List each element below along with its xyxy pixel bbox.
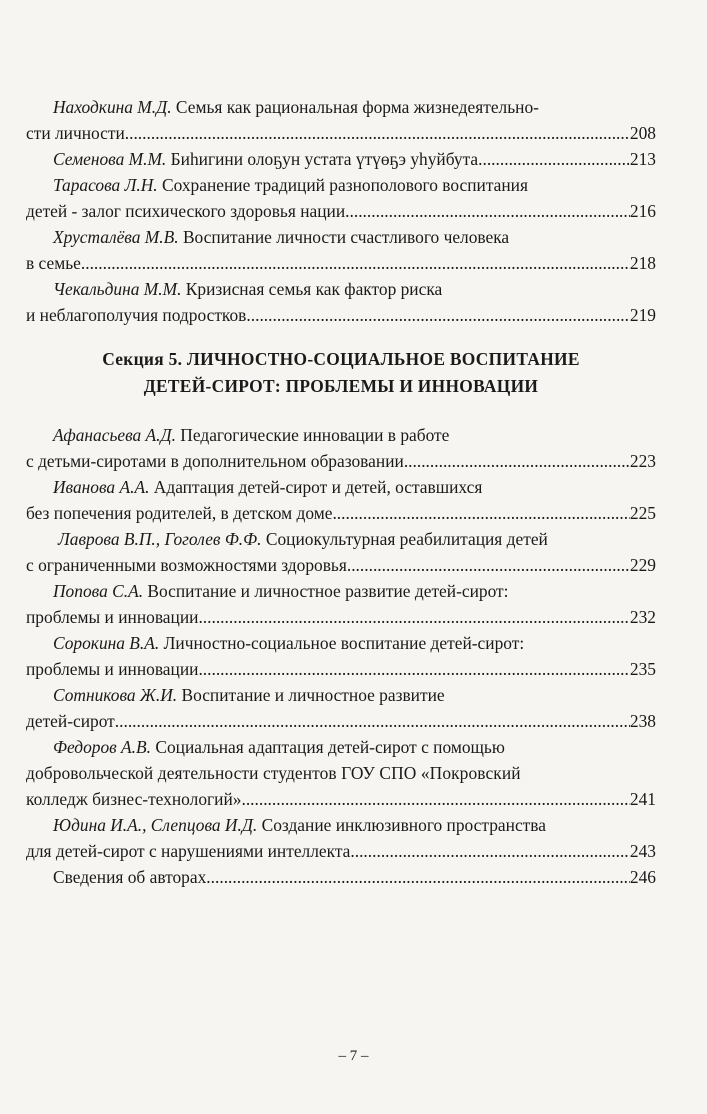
entry-title-cont: и неблагополучия подростков [26,305,247,325]
entry-title: Воспитание и личностное развитие детей-сирот: [147,581,509,601]
entry-page: 218 [629,253,656,273]
entry-page: 213 [629,149,656,169]
entry-author: Тарасова Л.Н. [53,175,158,195]
toc-entry [26,474,656,526]
entry-title-cont: для детей-сирот с нарушениями интеллекта [26,841,351,861]
dot-leader [206,864,630,890]
toc-entry [26,224,656,276]
entry-title-cont: детей-сирот [26,711,115,731]
entry-title-line-2: добровольческой деятельности студентов ГОУ СПО «Покровский [26,763,521,783]
dot-leader [241,786,629,812]
entry-page: 241 [629,789,656,809]
toc-bottom [26,422,656,890]
entry-page: 235 [629,659,656,679]
dot-leader [115,708,630,734]
entry-title: Семья как рациональная форма жизнедеятельно- [175,97,539,117]
entry-title: Сведения об авторах [53,867,207,887]
toc-entry [26,734,656,812]
entry-author: Попова С.А. [53,581,144,601]
toc-entry [26,630,656,682]
entry-title: Личностно-социальное воспитание детей-сирот: [163,633,525,653]
entry-author: Чекальдина М.М. [53,279,182,299]
entry-author: Юдина И.А., Слепцова И.Д. [53,815,258,835]
entry-author: Афанасьева А.Д. [53,425,176,445]
entry-title: Воспитание и личностное развитие [181,685,445,705]
entry-page: 208 [629,123,656,143]
dot-leader [246,302,630,328]
dot-leader [125,120,630,146]
entry-title: Социальная адаптация детей-сирот с помощью [155,737,505,757]
entry-author: Федоров А.В. [53,737,151,757]
entry-author: Семенова М.М. [53,149,167,169]
entry-title-cont: детей - залог психического здоровья нации [26,201,346,221]
entry-page: 219 [629,305,656,325]
entry-page: 225 [629,503,656,523]
entry-page: 223 [629,451,656,471]
entry-title: Адаптация детей-сирот и детей, оставшихся [153,477,483,497]
dot-leader [478,146,630,172]
dot-leader [198,656,629,682]
entry-author: Сорокина В.А. [53,633,160,653]
dot-leader [332,500,629,526]
dot-leader [350,838,630,864]
toc-entry [26,172,656,224]
section-heading-line-2: ДЕТЕЙ-СИРОТ: ПРОБЛЕМЫ И ИННОВАЦИИ [143,376,539,396]
entry-page: 216 [629,201,656,221]
section-heading [26,346,656,400]
page-number: – 7 – [338,1048,369,1064]
toc-entry [26,422,656,474]
dot-leader [198,604,629,630]
entry-page: 246 [629,867,656,887]
entry-title: Создание инклюзивного пространства [261,815,546,835]
entry-page: 243 [629,841,656,861]
entry-author: Хрусталёва М.В. [53,227,179,247]
entry-author: Иванова А.А. [53,477,150,497]
dot-leader [81,250,630,276]
entry-title: Сохранение традиций разнополового воспитания [161,175,528,195]
entry-title: Социокультурная реабилитация детей [265,529,548,549]
entry-title-cont: в семье [26,253,81,273]
entry-title-cont: без попечения родителей, в детском доме [26,503,333,523]
dot-leader [347,552,630,578]
toc-entry [26,276,656,328]
entry-page: 238 [629,711,656,731]
entry-title-cont: с детьми-сиротами в дополнительном образовании [26,451,404,471]
entry-title-cont: проблемы и инновации [26,607,199,627]
entry-author: Находкина М.Д. [53,97,172,117]
toc-entry [26,682,656,734]
entry-title: Воспитание личности счастливого человека [182,227,510,247]
entry-title: Кризисная семья как фактор риска [185,279,443,299]
dot-leader [404,448,630,474]
toc-entry [26,94,656,146]
entry-page: 232 [629,607,656,627]
entry-title-cont: проблемы и инновации [26,659,199,679]
toc-entry [26,578,656,630]
toc-entry [26,526,656,578]
toc-entry-authors-info [26,864,656,890]
toc-top [26,94,656,328]
toc-entry [26,812,656,864]
dot-leader [345,198,630,224]
entry-title: Биһигини олоҕун устата үтүөҕэ уһуйбута [170,149,479,169]
entry-title-cont: сти личности [26,123,125,143]
entry-page: 229 [629,555,656,575]
toc-entry [26,146,656,172]
entry-author: Лаврова В.П., Гоголев Ф.Ф. [58,529,262,549]
entry-title-cont: колледж бизнес-технологий» [26,789,242,809]
entry-author: Сотникова Ж.И. [53,685,178,705]
entry-title-cont: с ограниченными возможностями здоровья [26,555,347,575]
entry-title: Педагогические инновации в работе [180,425,450,445]
section-heading-line-1: Секция 5. ЛИЧНОСТНО-СОЦИАЛЬНОЕ ВОСПИТАНИЕ [102,349,580,369]
